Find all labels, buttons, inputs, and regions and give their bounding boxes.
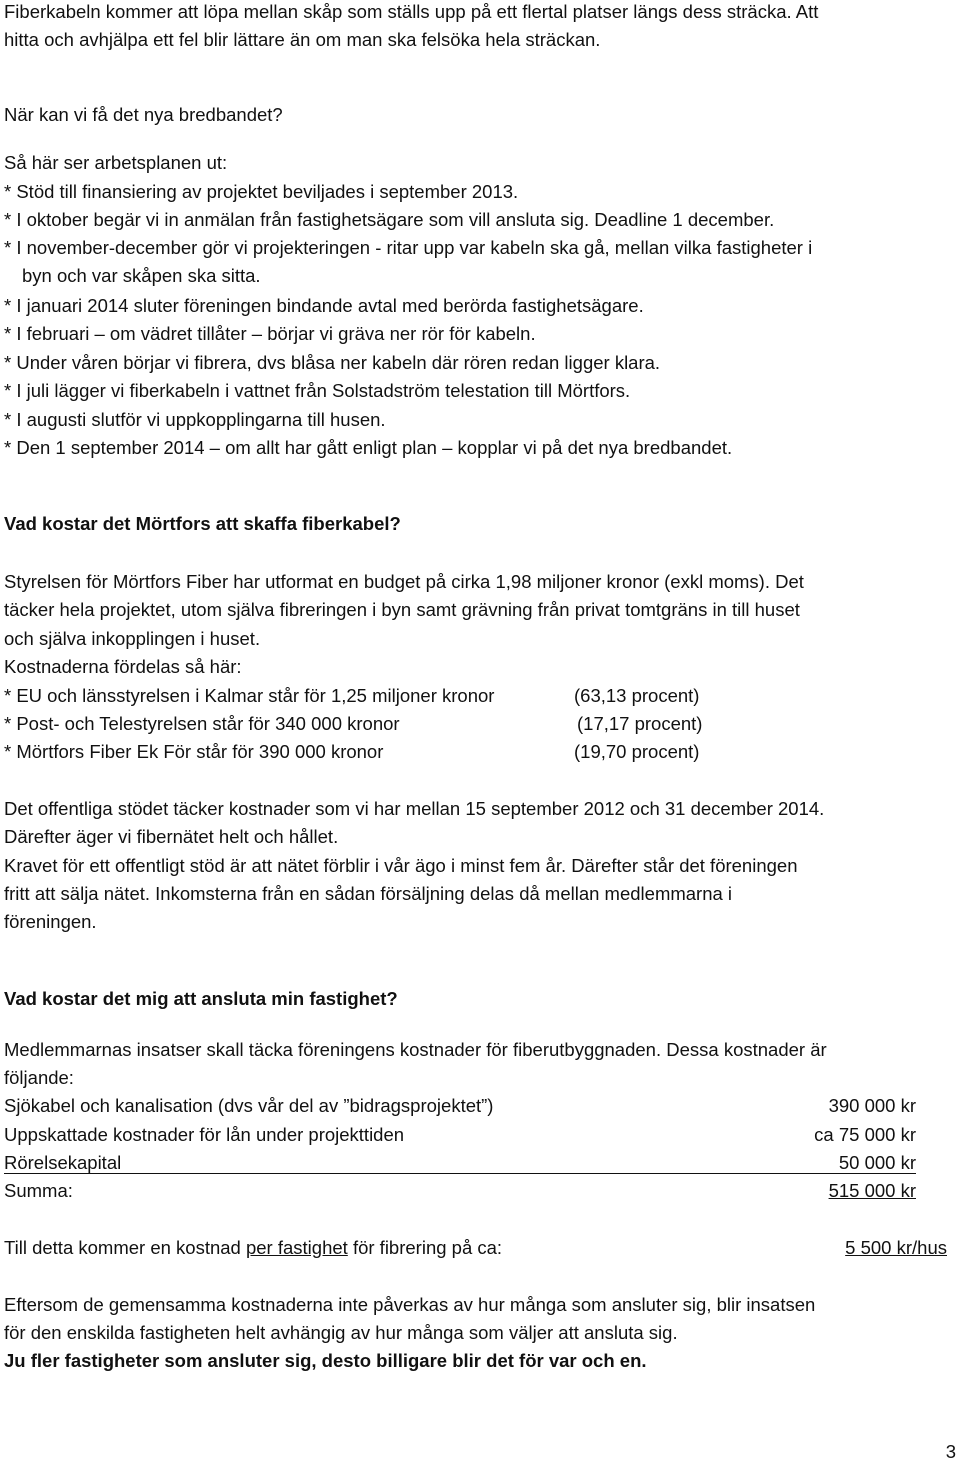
distribution-label: * EU och länsstyrelsen i Kalmar står för 1,25 miljoner kronor [4, 685, 495, 706]
list-item: * I januari 2014 sluter föreningen bindande avtal med berörda fastighetsägare. [4, 295, 644, 316]
distribution-percent: (19,70 procent) [574, 741, 700, 762]
paragraph-line: Så här ser arbetsplanen ut: [4, 152, 228, 173]
list-item: * I juli lägger vi fiberkabeln i vattnet från Solstadström telestation till Mörtfors. [4, 380, 631, 401]
list-item-continuation: byn och var skåpen ska sitta. [22, 265, 261, 286]
per-house-text: Till detta kommer en kostnad [4, 1237, 246, 1258]
cost-label: Uppskattade kostnader för lån under projekttiden [4, 1124, 405, 1145]
paragraph-line: fritt att sälja nätet. Inkomsterna från en sådan försäljning delas då mellan medlemmarna i [4, 883, 733, 904]
list-item: * Stöd till finansiering av projektet beviljades i september 2013. [4, 181, 519, 202]
paragraph-line: Eftersom de gemensamma kostnaderna inte påverkas av hur många som ansluter sig, blir insatsen [4, 1294, 816, 1315]
list-item: * I november-december gör vi projekteringen - ritar upp var kabeln ska gå, mellan vilka fastigheter i [4, 237, 813, 258]
distribution-label: * Mörtfors Fiber Ek För står för 390 000 kronor [4, 741, 384, 762]
intro-line: Fiberkabeln kommer att löpa mellan skåp som ställs upp på ett flertal platser längs dess sträcka. Att [4, 1, 819, 22]
paragraph-line: och själva inkopplingen i huset. [4, 628, 261, 649]
cost-label: Sjökabel och kanalisation (dvs vår del av ”bidragsprojektet”) [4, 1095, 494, 1116]
cost-label: Rörelsekapital [4, 1152, 122, 1173]
intro-line: hitta och avhjälpa ett fel blir lättare än om man ska felsöka hela sträckan. [4, 29, 601, 50]
cost-total-amount: 515 000 kr [828, 1180, 916, 1201]
list-item: * I februari – om vädret tillåter – börjar vi gräva ner rör för kabeln. [4, 323, 536, 344]
section-heading: När kan vi få det nya bredbandet? [4, 104, 283, 125]
cost-label: Summa: [4, 1180, 73, 1201]
paragraph-line: täcker hela projektet, utom själva fibreringen i byn samt grävning från privat tomtgräns in till huset [4, 599, 800, 620]
paragraph-line: Medlemmarnas insatser skall täcka föreningens kostnader för fiberutbyggnaden. Dessa kostnader är [4, 1039, 827, 1060]
paragraph-line: följande: [4, 1067, 74, 1088]
paragraph-line: Kravet för ett offentligt stöd är att nätet förblir i vår ägo i minst fem år. Därefter står det föreningen [4, 855, 798, 876]
list-item: * Under våren börjar vi fibrera, dvs blåsa ner kabeln där rören redan ligger klara. [4, 352, 661, 373]
paragraph-line: Kostnaderna fördelas så här: [4, 656, 242, 677]
per-house-line [4, 1236, 502, 1260]
closing-bold-line: Ju fler fastigheter som ansluter sig, desto billigare blir det för var och en. [4, 1350, 647, 1371]
cost-underline [4, 1173, 916, 1174]
section-heading: Vad kostar det mig att ansluta min fastighet? [4, 988, 398, 1009]
page-number: 3 [945, 1441, 956, 1462]
paragraph-line: Styrelsen för Mörtfors Fiber har utformat en budget på cirka 1,98 miljoner kronor (exkl moms). Det [4, 571, 804, 592]
cost-amount: ca 75 000 kr [814, 1124, 916, 1145]
cost-amount: 50 000 kr [838, 1152, 916, 1173]
distribution-label: * Post- och Telestyrelsen står för 340 000 kronor [4, 713, 400, 734]
list-item: * I augusti slutför vi uppkopplingarna till husen. [4, 409, 386, 430]
cost-amount: 390 000 kr [828, 1095, 916, 1116]
paragraph-line: Därefter äger vi fibernätet helt och hållet. [4, 826, 339, 847]
list-item: * Den 1 september 2014 – om allt har gått enligt plan – kopplar vi på det nya bredbandet. [4, 437, 733, 458]
per-house-amount: 5 500 kr/hus [845, 1237, 947, 1258]
list-item: * I oktober begär vi in anmälan från fastighetsägare som vill ansluta sig. Deadline 1 december. [4, 209, 775, 230]
per-house-text-end: för fibrering på ca: [347, 1237, 503, 1258]
paragraph-line: för den enskilda fastigheten helt avhängig av hur många som väljer att ansluta sig. [4, 1322, 678, 1343]
section-heading: Vad kostar det Mörtfors att skaffa fiberkabel? [4, 513, 401, 534]
distribution-percent: (17,17 procent) [577, 713, 703, 734]
paragraph-line: Det offentliga stödet täcker kostnader som vi har mellan 15 september 2012 och 31 december 2014. [4, 798, 825, 819]
paragraph-line: föreningen. [4, 911, 97, 932]
distribution-percent: (63,13 procent) [574, 685, 700, 706]
per-house-underlined: per fastighet [245, 1237, 348, 1258]
